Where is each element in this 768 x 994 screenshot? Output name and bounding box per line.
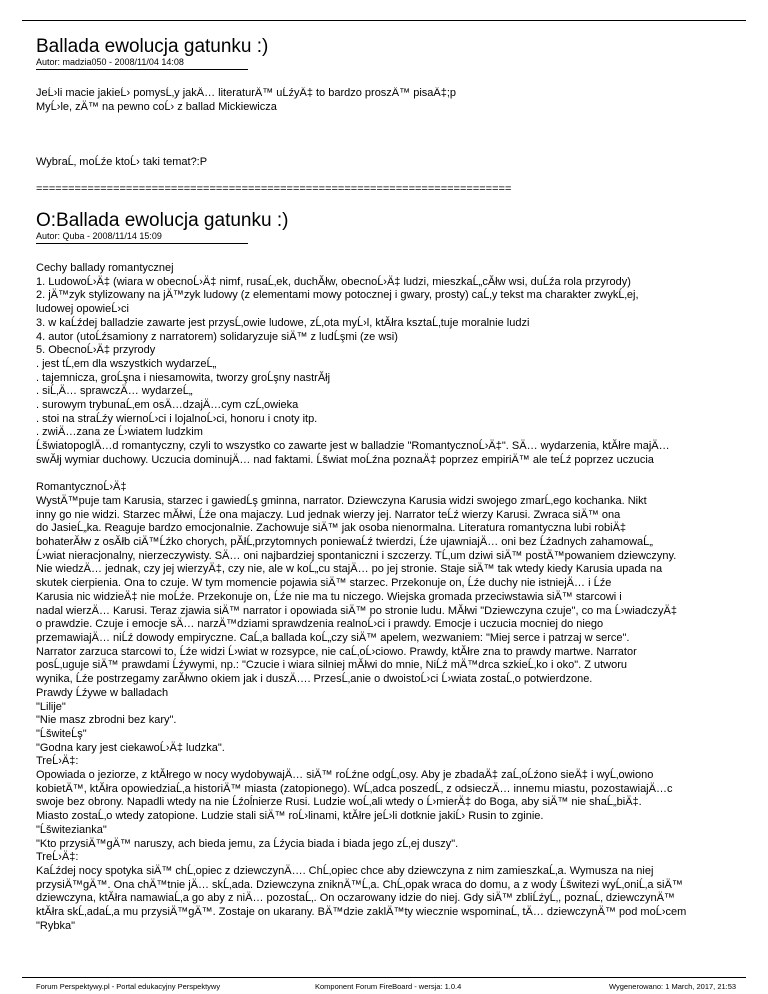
post-body: JeĹ›li macie jakieĹ› pomysĹ‚y jakÄ… literaturÄ™ uĹźyÄ‡ to bardzo proszÄ™ pisaÄ‡;p MyĹ›le, zÄ™ na pewno coĹ› z ballad Mickiewicza WybraĹ‚ moĹźe ktoĹ› taki temat?:P ==========================================================================: [36, 87, 512, 195]
meta-divider: [36, 243, 248, 244]
page-footer: [0, 975, 768, 994]
post-body: Cechy ballady romantycznej 1. LudowoĹ›Ä‡ (wiara w obecnoĹ›Ä‡ nimf, rusaĹ‚ek, duchĂłw, obecnoĹ›Ä‡ ludzi, mieszkaĹ„cĂłw wsi, duĹźa rola przyrody) 2. jÄ™zyk stylizowany na jÄ™zyk ludowy (z elementami mowy potocznej i gwary, prosty) caĹ‚y tekst ma charakter zwykĹ‚ej, ludowej opowieĹ›ci 3. w kaĹźdej balladzie zawarte jest przysĹ‚owie ludowe, zĹ‚ota myĹ›l, ktĂłra ksztaĹ‚tuje moralnie ludzi 4. autor (utoĹźsamiony z narratorem) solidaryzuje siÄ™ z ludĹşmi (ze wsi) 5. ObecnoĹ›Ä‡ przyrody . jest tĹ‚em dla wszystkich wydarzeĹ„ . tajemnicza, groĹşna i niesamowita, tworzy groĹşny nastrĂłj . siĹ‚Ä… sprawczÄ… wydarzeĹ„ . surowym trybunaĹ‚em osÄ…dzajÄ…cym czĹ‚owieka . stoi na straĹźy wiernoĹ›ci i lojalnoĹ›ci, honoru i cnoty itp. . zwiÄ…zana ze Ĺ›wiatem ludzkim ĹšwiatopoglÄ…d romantyczny, czyli to wszystko co zawarte jest w balladzie "RomantycznoĹ›Ä‡". SÄ… wydarzenia, ktĂłre majÄ… swĂłj wymiar duchowy. Uczucia dominujÄ… nad faktami. Ĺšwiat moĹźna poznaÄ‡ poprzez empiriÄ™ ale teĹź poprzez uczucia RomantycznoĹ›Ä‡ WystÄ™puje tam Karusia, starzec i gawiedĹş gminna, narrator. Dziewczyna Karusia widzi swojego zmarĹ‚ego kochanka. Nikt inny go nie widzi. Starzec mĂłwi, Ĺźe ona majaczy. Lud jednak wierzy jej. Narrator teĹź wierzy Karusi. Zwraca siÄ™ ona do JasieĹ„ka. Reaguje bardzo emocjonalnie. Zachowuje siÄ™ jak osoba nienormalna. Literatura romantyczna lubi robiÄ‡ bohaterĂłw z osĂłb ciÄ™Ĺźko chorych, pĂłĹ‚przytomnych poniewaĹź twierdzi, Ĺźe ujawniajÄ… oni bez Ĺźadnych zahamowaĹ„ Ĺ›wiat nieracjonalny, nierzeczywisty. SÄ… oni najbardziej spontaniczni i szczerzy. TĹ‚um dziwi siÄ™ postÄ™powaniem dziewczyny. Nie wiedzÄ… jednak, czy jej wierzyÄ‡, czy nie, ale w koĹ„cu stajÄ… po jej stronie. Staje siÄ™ tak wtedy kiedy Karusia upada na skutek cierpienia. Ona to czuje. W tym momencie pojawia siÄ™ starzec. Przekonuje on, Ĺźe duchy nie istniejÄ… i Ĺźe Karusia nic widzieÄ‡ nie moĹźe. Przekonuje on, Ĺźe nie ma tu niczego. Wiejska gromada przeciwstawia siÄ™ starcowi i nadal wierzÄ… Karusi. Teraz zjawia siÄ™ narrator i opowiada siÄ™ po stronie ludu. MĂłwi "Dziewczyna czuje", co ma Ĺ›wiadczyÄ‡ o prawdzie. Czuje i emocje sÄ… narzÄ™dziami sprawdzenia realnoĹ›ci i prawdy. Emocje i uczucia mocniej do niego przemawiajÄ… niĹź dowody empiryczne. CaĹ‚a ballada koĹ„czy siÄ™ apelem, wezwaniem: "Miej serce i patrzaj w serce". Narrator zarzuca starcowi to, Ĺźe widzi Ĺ›wiat w rozsypce, nie caĹ‚oĹ›ciowo. Prawdy, ktĂłre zna to prawdy martwe. Narrator posĹ‚uguje siÄ™ prawdami Ĺźywymi, np.: "Czucie i wiara silniej mĂłwi do mnie, NiĹź mÄ™drca szkieĹ‚ko i oko". Z utworu wynika, Ĺźe postrzegamy zarĂłwno okiem jak i duszÄ…. PrzesĹ‚anie o dwoistoĹ›ci Ĺ›wiata zostaĹ‚o potwierdzone. Prawdy Ĺźywe w balladach "Lilije" "Nie masz zbrodni bez kary". "ĹšwiteĹş" "Godna kary jest ciekawoĹ›Ä‡ ludzka". TreĹ›Ä‡: Opowiada o jeziorze, z ktĂłrego w nocy wydobywajÄ… siÄ™ roĹźne odgĹ‚osy. Aby je zbadaÄ‡ zaĹ‚oĹźono sieÄ‡ i wyĹ‚owiono kobietÄ™, ktĂłra opowiedziaĹ‚a historiÄ™ miasta (zatopionego). WĹ‚adca poszedĹ‚ z odsieczÄ… innemu miastu, pozostawiajÄ…c swoje bez obrony. Napadli wtedy na nie Ĺźoĺnierze Rusi. Ludzie woĹ‚ali wtedy o Ĺ›mierÄ‡ do Boga, aby siÄ™ nie shaĹ„biÄ‡. Miasto zostaĹ‚o wtedy zatopione. Ludzie stali siÄ™ roĹ›linami, ktĂłre jeĹ›li dotknie jakiĹ› Rusin to zginie. "Ĺšwitezianka" "Kto przysiÄ™gÄ™ naruszy, ach bieda jemu, za Ĺźycia biada i biada jego zĹ‚ej duszy". TreĹ›Ä‡: KaĹźdej nocy spotyka siÄ™ chĹ‚opiec z dziewczynÄ…. ChĹ‚opiec chce aby dziewczyna z nim zamieszkaĹ‚a. Wymusza na niej przysiÄ™gÄ™. Ona chÄ™tnie jÄ… skĹ‚ada. Dziewczyna zniknÄ™Ĺ‚a. ChĹ‚opak wraca do domu, a z wody Ĺšwitezi wyĹ‚oniĹ‚a siÄ™ dziewczyna, ktĂłra namawiaĹ‚a go aby z niÄ… pozostaĹ‚. On oczarowany idzie do niej. Gdy siÄ™ zbliĹźyĹ‚, poznaĹ‚ dziewczynÄ™ ktĂłra skĹ‚adaĹ‚a mu przysiÄ™gÄ™. Zostaje on ukarany. BÄ™dzie zaklÄ™ty wiecznie wspominaĹ‚ tÄ… dziewczynÄ™ pod moĹ›cem "Rybka": [36, 262, 687, 932]
post-meta: Autor: Quba - 2008/11/14 15:09: [36, 231, 162, 241]
top-divider: [22, 20, 746, 21]
post-1: [36, 37, 768, 197]
post-meta: Autor: madzia050 - 2008/11/04 14:08: [36, 57, 184, 67]
post-title: O:Ballada ewolucja gatunku :): [36, 210, 289, 231]
meta-divider: [36, 69, 248, 70]
footer-generated: Wygenerowano: 1 March, 2017, 21:53: [609, 982, 737, 991]
footer-portal: Forum Perspektywy.pl - Portal edukacyjny Perspektywy: [36, 982, 221, 991]
footer-component: Komponent Forum FireBoard - wersja: 1.0.4: [315, 982, 462, 991]
footer-divider: [22, 977, 746, 978]
post-2: [36, 211, 768, 980]
post-title: Ballada ewolucja gatunku :): [36, 36, 269, 57]
